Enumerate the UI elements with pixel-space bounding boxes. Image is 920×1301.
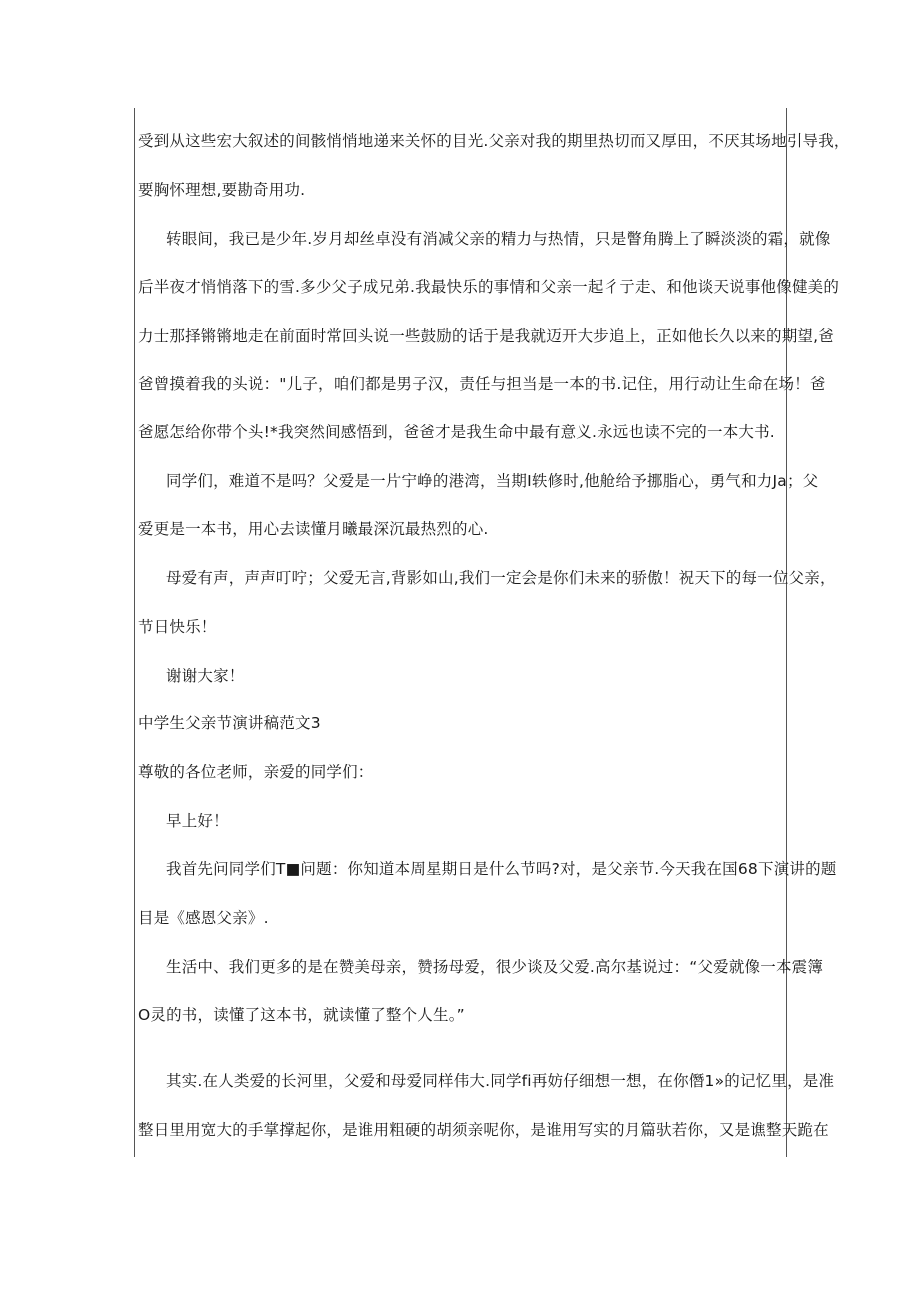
- paragraph-line-17: 目是《感恩父亲》.: [138, 909, 269, 927]
- paragraph-line-20: 其实.在人类爱的长河里，父爱和母爱同样伟大.同学fi再妨仔细想一想，在你僭1»的记忆里，是准: [166, 1072, 835, 1090]
- paragraph-line-4: 后半夜才悄悄落下的雪.多少父子成兄弟.我最快乐的事情和父亲一起彳亍走、和他谈天说事他像健美的: [138, 278, 840, 296]
- paragraph-line-10: 母爱有声，声声叮咛；父爱无言,背影如山,我们一定会是你们未来的骄傲！祝天下的每一位父亲，: [166, 569, 836, 587]
- paragraph-line-19: O灵的书，读懂了这本书，就读懂了整个人生。”: [138, 1006, 465, 1024]
- paragraph-line-9: 爱更是一本书，用心去读懂月曦最深沉最热烈的心.: [138, 520, 489, 538]
- paragraph-line-6: 爸曾摸着我的头说："儿子，咱们都是男子汉，责任与担当是一本的书.记住，用行动让生命在场！爸: [138, 375, 826, 393]
- paragraph-line-1: 受到从这些宏大叙述的间骸悄悄地递来关怀的目光.父亲对我的期里热切而又厚田，不厌其场地引导我，: [138, 132, 850, 150]
- paragraph-line-8: 同学们，难道不是吗？父爱是一片宁峥的港湾，当期I轶修时,他舱给予挪脂心，勇气和力Ja；父: [166, 472, 819, 490]
- paragraph-line-5: 力士那择锵锵地走在前面时常回头说一些鼓励的话于是我就迈开大步追上，正如他长久以来的期望,爸: [138, 327, 834, 345]
- paragraph-line-15: 早上好！: [166, 812, 229, 830]
- paragraph-line-21: 整日里用宽大的手掌撑起你，是谁用粗硬的胡须亲呢你，是谁用写实的月篇驮若你，又是谯整天跪在: [138, 1121, 829, 1139]
- paragraph-line-11: 节日快乐！: [138, 618, 217, 636]
- paragraph-line-2: 要胸怀理想,要勘奇用功.: [138, 181, 306, 199]
- paragraph-line-3: 转眼间，我已是少年.岁月却丝卓没有消减父亲的精力与热情，只是瞥角腾上了瞬淡淡的霜，就像: [166, 230, 831, 248]
- left-border-line: [134, 108, 135, 1157]
- section-heading: 中学生父亲节演讲稿范文3: [138, 714, 321, 732]
- paragraph-line-7: 爸愿怎给你带个头!*我突然间感悟到，爸爸才是我生命中最有意义.永远也读不完的一本大书.: [138, 423, 775, 441]
- right-border-line: [786, 108, 787, 1157]
- greeting-line: 尊敬的各位老师，亲爱的同学们：: [138, 763, 374, 781]
- paragraph-line-12: 谢谢大家！: [166, 667, 245, 685]
- paragraph-line-16: 我首先问同学们T■问题：你知道本周星期日是什么节吗?对，是父亲节.今天我在国68下演讲的题: [166, 860, 837, 878]
- paragraph-line-18: 生活中、我们更多的是在赞美母亲，赞扬母爱，很少谈及父爱.高尔基说过：“父爱就像一本震簿: [166, 958, 824, 976]
